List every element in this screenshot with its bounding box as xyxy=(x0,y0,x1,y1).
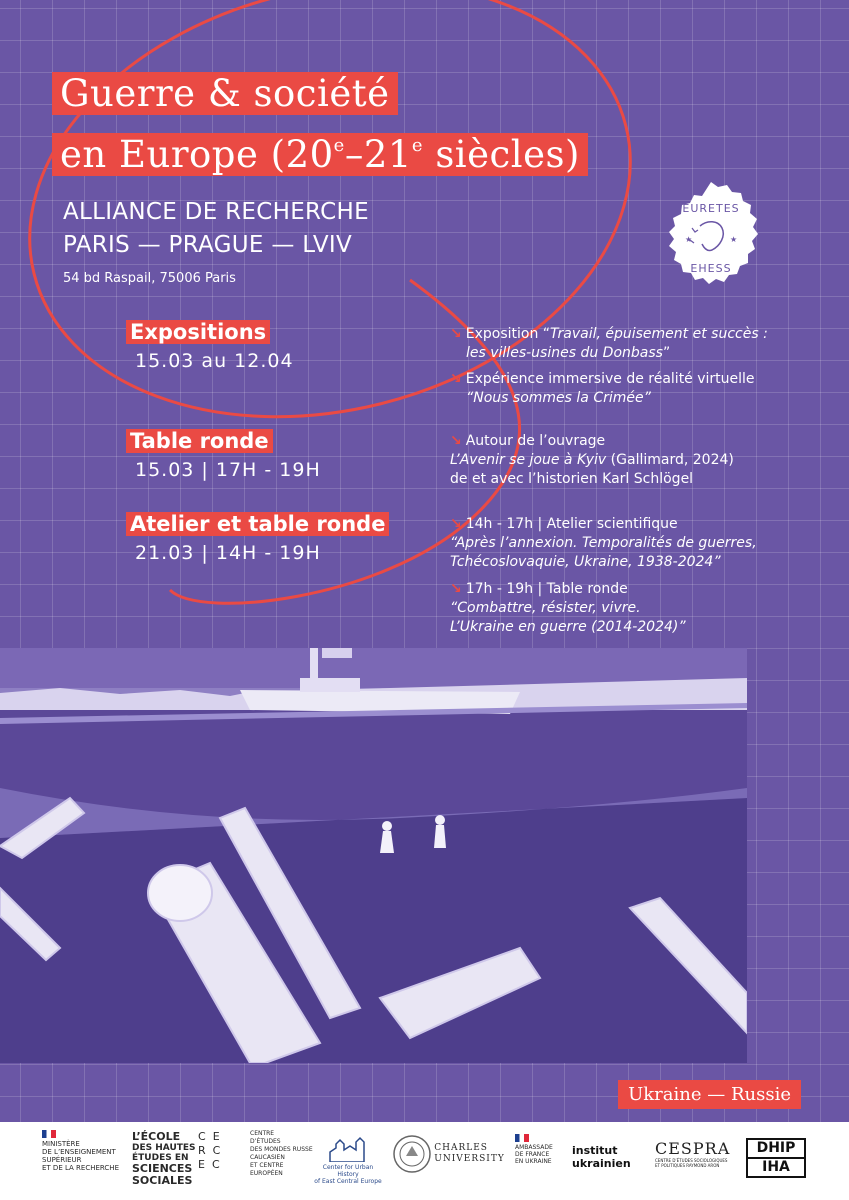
event-atelier-line-3 xyxy=(450,553,757,572)
city-skyline-icon xyxy=(328,1136,368,1162)
title-part-b: –21 xyxy=(344,133,412,176)
university-seal-icon xyxy=(392,1134,432,1174)
cercec-text-4: CAUCASIEN xyxy=(250,1154,285,1161)
title-part-c: siècles) xyxy=(423,133,580,176)
french-flag-icon xyxy=(515,1134,529,1142)
event-exposition xyxy=(450,325,768,363)
event-exposition-close-quote: ” xyxy=(662,345,671,361)
arrow-icon: ↘ xyxy=(450,326,462,342)
event-exposition-prefix: Exposition “ xyxy=(465,326,551,342)
arrow-icon: ↘ xyxy=(450,433,462,449)
section-expositions-label: Expositions xyxy=(126,320,270,344)
event-vr-line-1 xyxy=(450,370,755,389)
arrow-icon: ↘ xyxy=(450,581,462,597)
logo-cespra-sub-1: CENTRE D’ÉTUDES SOCIOLOGIQUES xyxy=(655,1158,728,1163)
logo-cercec-text xyxy=(250,1130,313,1178)
logo-ministere-line-1: MINISTÈRE xyxy=(42,1140,80,1148)
arrow-icon: ↘ xyxy=(450,371,462,387)
cercec-text-3: DES MONDES RUSSE xyxy=(250,1146,313,1153)
logo-institut-ukrainien xyxy=(572,1144,631,1170)
logo-ambassade xyxy=(515,1134,553,1165)
logo-urban-line-2: of East Central Europe xyxy=(314,1178,382,1185)
arrow-icon: ↘ xyxy=(450,516,462,532)
section-expositions-heading xyxy=(126,318,270,346)
title-line-1 xyxy=(52,70,398,118)
event-book-publisher: (Gallimard, 2024) xyxy=(606,452,734,468)
logo-dhip-bottom: IHA xyxy=(762,1159,790,1175)
event-book-line-2 xyxy=(450,451,734,470)
event-book xyxy=(450,432,734,489)
event-vr-title: “Nous sommes la Crimée” xyxy=(466,390,651,406)
event-book-title: L’Avenir se joue à Kyiv xyxy=(450,452,607,468)
event-atelier-title-1: “Après l’annexion. Temporalités de guerres, xyxy=(450,535,757,551)
logo-charles-line-2: UNIVERSITY xyxy=(434,1154,505,1164)
tagline-ukraine-russie: Ukraine — Russie xyxy=(618,1080,801,1109)
cercec-letter-2: E xyxy=(212,1130,220,1143)
logo-urban-line-1: Center for Urban History xyxy=(322,1164,374,1178)
logo-ministere xyxy=(42,1130,119,1172)
event-vr xyxy=(450,370,755,408)
logo-dhip-top: DHIP xyxy=(748,1140,804,1159)
logo-cespra-sub-2: ET POLITIQUES RAYMOND ARON xyxy=(655,1163,720,1168)
alliance-line-1: ALLIANCE DE RECHERCHE xyxy=(63,199,369,225)
event-roundtable-line-2 xyxy=(450,599,686,618)
french-flag-icon xyxy=(42,1130,56,1138)
event-roundtable-title-1: “Combattre, résister, vivre. xyxy=(450,600,641,616)
cercec-text-6: EUROPÉEN xyxy=(250,1170,283,1177)
event-exposition-title-1: Travail, épuisement et succès : xyxy=(550,326,768,342)
svg-text:★: ★ xyxy=(685,235,693,244)
logo-ambassade-line-1: AMBASSADE xyxy=(515,1144,553,1151)
section-atelier-dates: 21.03 | 14H - 19H xyxy=(135,542,321,564)
logo-ministere-line-2: DE L’ENSEIGNEMENT xyxy=(42,1148,116,1156)
euretes-ehess-seal xyxy=(652,178,770,296)
cercec-letter-5: E xyxy=(198,1158,205,1171)
title-sup-2: e xyxy=(411,135,424,156)
logo-urban-history xyxy=(312,1136,384,1185)
logo-cespra-name: CESPRA xyxy=(655,1139,731,1158)
title-part-a: en Europe (20 xyxy=(60,133,334,176)
logo-ministere-line-3: SUPÉRIEUR xyxy=(42,1156,82,1164)
section-table-ronde-dates: 15.03 | 17H - 19H xyxy=(135,459,321,481)
event-exposition-title-2: les villes-usines du Donbass xyxy=(466,345,663,361)
logo-ehess-line-5: SOCIALES xyxy=(132,1174,193,1187)
cercec-letter-3: R xyxy=(198,1144,206,1157)
section-atelier-label: Atelier et table ronde xyxy=(126,512,389,536)
title-sup-1: e xyxy=(333,135,345,156)
cercec-text-1: CENTRE xyxy=(250,1130,275,1137)
logo-ambassade-line-2: DE FRANCE xyxy=(515,1151,550,1158)
event-book-line-3: de et avec l’historien Karl Schlögel xyxy=(450,471,694,487)
logo-charles-line-1: CHARLES xyxy=(434,1143,488,1153)
logo-institut-line-2: ukrainien xyxy=(572,1157,631,1170)
event-roundtable xyxy=(450,580,686,637)
logo-ehess xyxy=(132,1130,196,1187)
event-roundtable-label: 17h - 19h | Table ronde xyxy=(465,581,628,597)
title-line-2 xyxy=(52,122,588,179)
event-atelier xyxy=(450,515,757,572)
event-exposition-line-2 xyxy=(450,344,768,363)
event-vr-label: Expérience immersive de réalité virtuelle xyxy=(465,371,755,387)
event-atelier-label: 14h - 17h | Atelier scientifique xyxy=(465,516,678,532)
event-atelier-line-2 xyxy=(450,534,757,553)
seal-bottom-text: EHESS xyxy=(690,262,732,275)
title-line-2-text xyxy=(52,133,588,176)
cercec-text-2: D’ÉTUDES xyxy=(250,1138,281,1145)
cercec-text-5: ET CENTRE xyxy=(250,1162,284,1169)
section-expositions-dates: 15.03 au 12.04 xyxy=(135,350,294,372)
cercec-letter-1: C xyxy=(198,1130,206,1143)
event-atelier-line-1 xyxy=(450,515,757,534)
alliance-line-2: PARIS — PRAGUE — LVIV xyxy=(63,232,353,258)
section-atelier-heading xyxy=(126,510,389,538)
logo-ehess-line-4: SCIENCES xyxy=(132,1162,193,1175)
event-exposition-line-1 xyxy=(450,325,768,344)
logo-cespra xyxy=(655,1140,730,1168)
logo-cercec-letters xyxy=(198,1130,238,1172)
logo-ambassade-line-3: EN UKRAINE xyxy=(515,1158,552,1165)
cercec-letter-4: C xyxy=(212,1144,221,1157)
event-roundtable-line-1 xyxy=(450,580,686,599)
seal-top-text: EURETES xyxy=(682,202,740,215)
section-table-ronde-label: Table ronde xyxy=(126,429,273,453)
cercec-letter-6: C xyxy=(211,1158,220,1171)
logo-charles-university xyxy=(392,1134,505,1174)
logo-dhip-iha xyxy=(746,1138,806,1178)
event-book-line-1 xyxy=(450,432,734,451)
event-book-label: Autour de l’ouvrage xyxy=(465,433,606,449)
event-roundtable-title-2: L’Ukraine en guerre (2014-2024)” xyxy=(450,619,686,635)
title-line-1-text: Guerre & société xyxy=(52,72,398,115)
photo-ship-and-anti-tank-obstacles xyxy=(0,648,747,1063)
logo-ehess-line-2: DES HAUTES xyxy=(132,1143,196,1153)
address: 54 bd Raspail, 75006 Paris xyxy=(63,271,236,286)
section-table-ronde-heading xyxy=(126,427,273,455)
logo-ministere-line-4: ET DE LA RECHERCHE xyxy=(42,1164,119,1172)
event-atelier-title-2: Tchécoslovaquie, Ukraine, 1938-2024” xyxy=(450,554,721,570)
logo-ehess-line-3: ÉTUDES EN xyxy=(132,1153,189,1163)
logo-ehess-line-1: L’ÉCOLE xyxy=(132,1130,181,1143)
logo-institut-line-1: institut xyxy=(572,1144,618,1157)
event-vr-line-2 xyxy=(450,389,755,408)
event-roundtable-line-3 xyxy=(450,618,686,637)
svg-text:★: ★ xyxy=(730,235,738,244)
